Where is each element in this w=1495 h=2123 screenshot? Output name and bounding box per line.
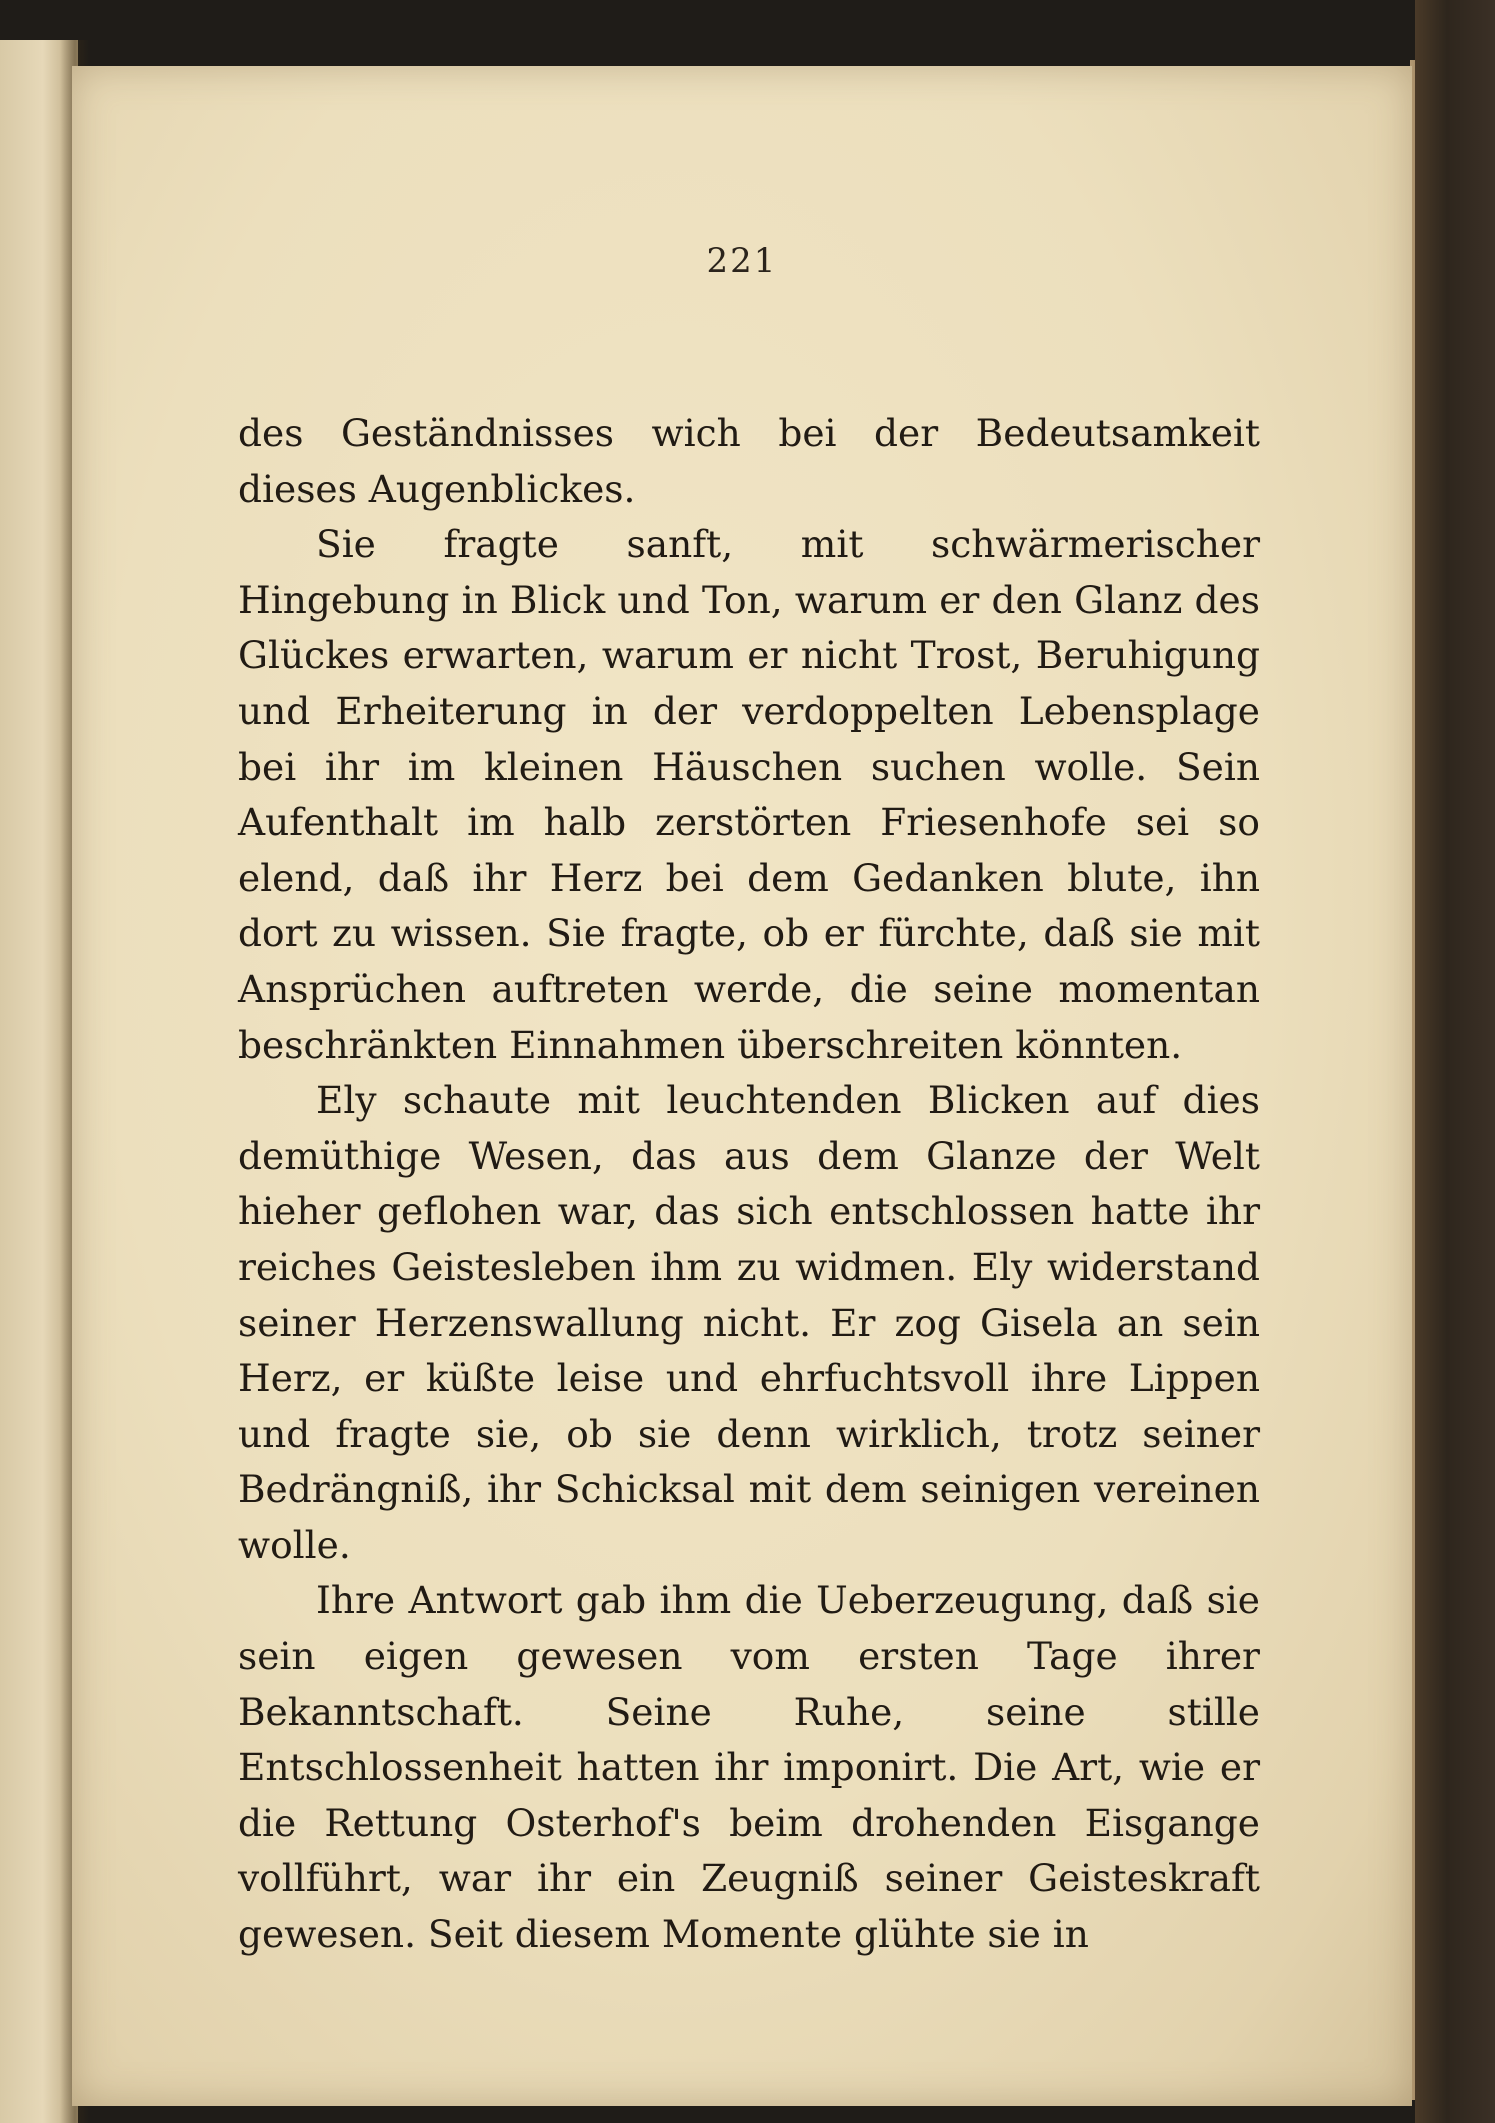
paragraph-4: Ihre Antwort gab ihm die Ueberzeugung, daß sie sein eigen gewesen vom ersten Tage ihrer Bekanntschaft. Seine Ruhe, seine stille Entschlossenheit hatten ihr imponirt. Die Art, wie er die Rettung Osterhof's beim drohenden Eisgange vollführt, war ihr ein Zeugniß seiner Geisteskraft gewesen. Seit diesem Momente glühte sie in bbox=[238, 1578, 1260, 1957]
book-page bbox=[72, 66, 1412, 2106]
paragraph-1: des Geständnisses wich bei der Bedeutsamkeit dieses Augenblickes. bbox=[238, 411, 1260, 511]
paragraph-3: Ely schaute mit leuchtenden Blicken auf dies demüthige Wesen, das aus dem Glanze der Welt hieher geflohen war, das sich entschlossen hatte ihr reiches Geistesleben ihm zu widmen. Ely widerstand seiner Herzenswallung nicht. Er zog Gisela an sein Herz, er küßte leise und ehrfuchtsvoll ihre Lippen und fragte sie, ob sie denn wirklich, trotz seiner Bedrängniß, ihr Schicksal mit dem seinigen vereinen wolle. bbox=[238, 1078, 1260, 1567]
book-cover-edge bbox=[1415, 0, 1495, 2123]
paragraph-2: Sie fragte sanft, mit schwärmerischer Hingebung in Blick und Ton, warum er den Glanz des Glückes erwarten, warum er nicht Trost, Beruhigung und Erheiterung in der verdoppelten Lebensplage bei ihr im kleinen Häuschen suchen wolle. Sein Aufenthalt im halb zerstörten Friesenhofe sei so elend, daß ihr Herz bei dem Gedanken blute, ihn dort zu wissen. Sie fragte, ob er fürchte, daß sie mit Ansprüchen auftreten werde, die seine momentan beschränkten Einnahmen überschreiten könnten. bbox=[238, 522, 1260, 1067]
body-text bbox=[238, 406, 1260, 1963]
page-number: 221 bbox=[706, 241, 778, 281]
